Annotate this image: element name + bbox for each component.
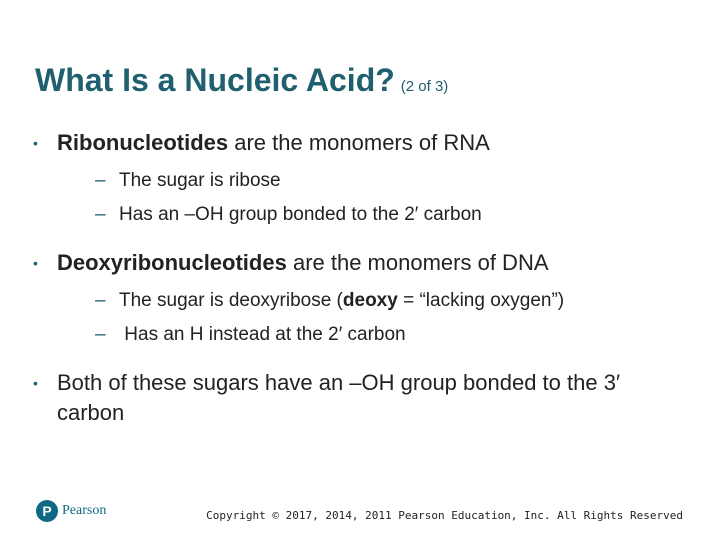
bullet-item-ribonucleotides — [33, 128, 693, 232]
sub-list — [95, 164, 693, 232]
bullet-text: are the monomers of DNA — [286, 250, 549, 275]
pearson-logo-icon: P — [36, 500, 58, 522]
sub-item-text: The sugar is ribose — [119, 170, 281, 191]
sub-item — [95, 164, 693, 198]
sub-item — [95, 318, 693, 352]
sub-item-text-post: = “lacking oxygen”) — [397, 290, 565, 311]
dash-icon: – — [95, 290, 106, 311]
dash-icon: – — [95, 170, 106, 191]
bullet-dot-icon: • — [33, 375, 38, 391]
pearson-logo-text: Pearson — [62, 503, 107, 518]
bullet-text: are the monomers of RNA — [228, 130, 490, 155]
bullet-item-both-sugars — [33, 368, 693, 428]
bullet-list — [33, 128, 693, 428]
slide-title — [35, 62, 448, 99]
sub-item-text: Has an –OH group bonded to the 2′ carbon — [119, 204, 482, 225]
sub-item-text: Has an H instead at the 2′ carbon — [119, 324, 406, 345]
bullet-bold-term: Deoxyribonucleotides — [57, 250, 287, 275]
dash-icon: – — [95, 204, 106, 225]
pearson-logo — [36, 500, 106, 522]
sub-item — [95, 198, 693, 232]
slide-title-subtitle: (2 of 3) — [400, 78, 449, 95]
bullet-dot-icon: • — [33, 135, 38, 151]
sub-item-bold-term: deoxy — [342, 290, 398, 311]
copyright-notice: Copyright © 2017, 2014, 2011 Pearson Education, Inc. All Rights Reserved — [206, 509, 683, 522]
bullet-bold-term: Ribonucleotides — [57, 130, 229, 155]
sub-item — [95, 284, 693, 318]
bullet-dot-icon: • — [33, 255, 38, 271]
sub-list — [95, 284, 693, 352]
sub-item-text-pre: The sugar is deoxyribose ( — [119, 290, 343, 311]
dash-icon: – — [95, 324, 106, 345]
bullet-item-deoxyribonucleotides — [33, 248, 693, 352]
bullet-text: Both of these sugars have an –OH group bonded to the 3′ carbon — [57, 370, 621, 425]
slide-title-text: What Is a Nucleic Acid? — [35, 62, 395, 98]
